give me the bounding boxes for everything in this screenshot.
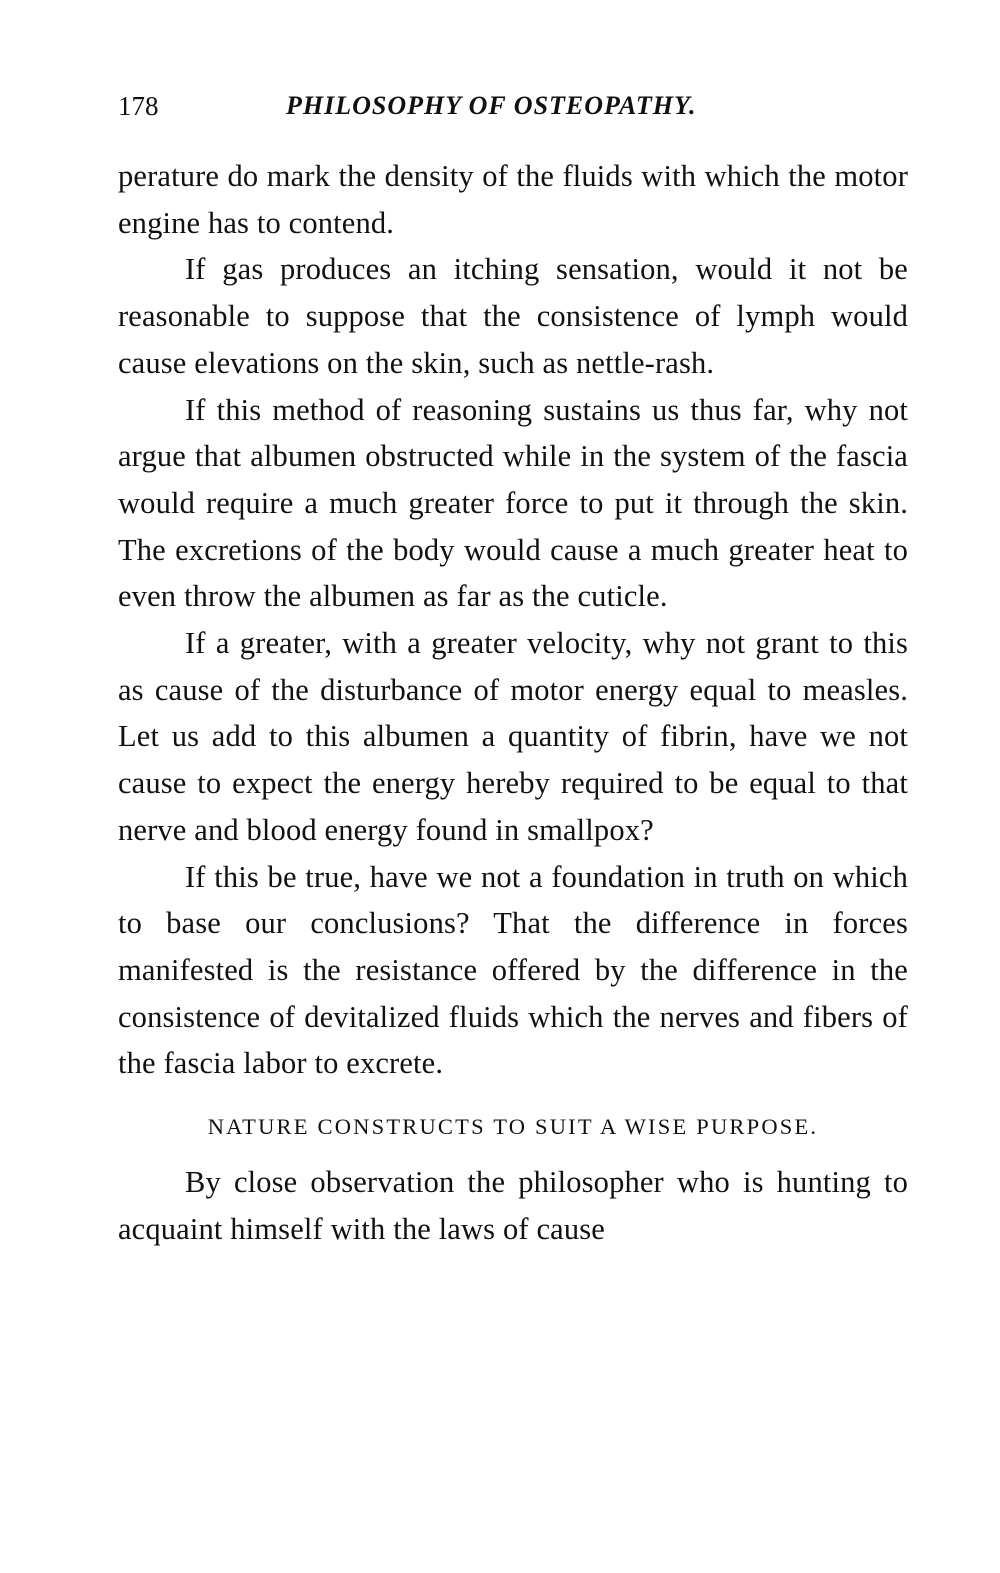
running-head — [118, 86, 908, 126]
body-text — [118, 153, 908, 1252]
paragraph-conclusions: If this be true, have we not a foundation in truth on which to base our conclusions? That the difference in forces manifested is the resistance offered by the difference in the consistence of devitalized fluids which the nerves and fibers of the fascia labor to excrete. — [118, 859, 908, 1081]
paragraph-measles-smallpox: If a greater, with a greater velocity, why not grant to this as cause of the disturbance of motor energy equal to measles. Let us add to this albumen a quantity of fibrin, have we not cause to expect the energy hereby required to be equal to that nerve and blood energy found in smallpox? — [118, 626, 908, 847]
section-heading: NATURE CONSTRUCTS TO SUIT A WISE PURPOSE. — [207, 1114, 819, 1140]
paragraph-gas-itching: If gas produces an itching sensation, would it not be reasonable to suppose that the consistence of lymph would cause elevations on the skin, such as nettle-rash. — [118, 252, 908, 380]
paragraph-continued: perature do mark the density of the fluids with which the motor engine has to contend. — [118, 159, 908, 240]
running-title: PHILOSOPHY OF OSTEOPATHY. — [286, 91, 697, 120]
paragraph-albumen: If this method of reasoning sustains us thus far, why not argue that albumen obstructed while in the system of the fascia would require a much greater force to put it through the skin. The excretions of the body would cause a much greater heat to even throw the albumen as far as the cuticle. — [118, 392, 908, 614]
page-number: 178 — [118, 91, 159, 121]
paragraph-observation: By close observation the philosopher who is hunting to acquaint himself with the laws of cause — [118, 1165, 908, 1246]
